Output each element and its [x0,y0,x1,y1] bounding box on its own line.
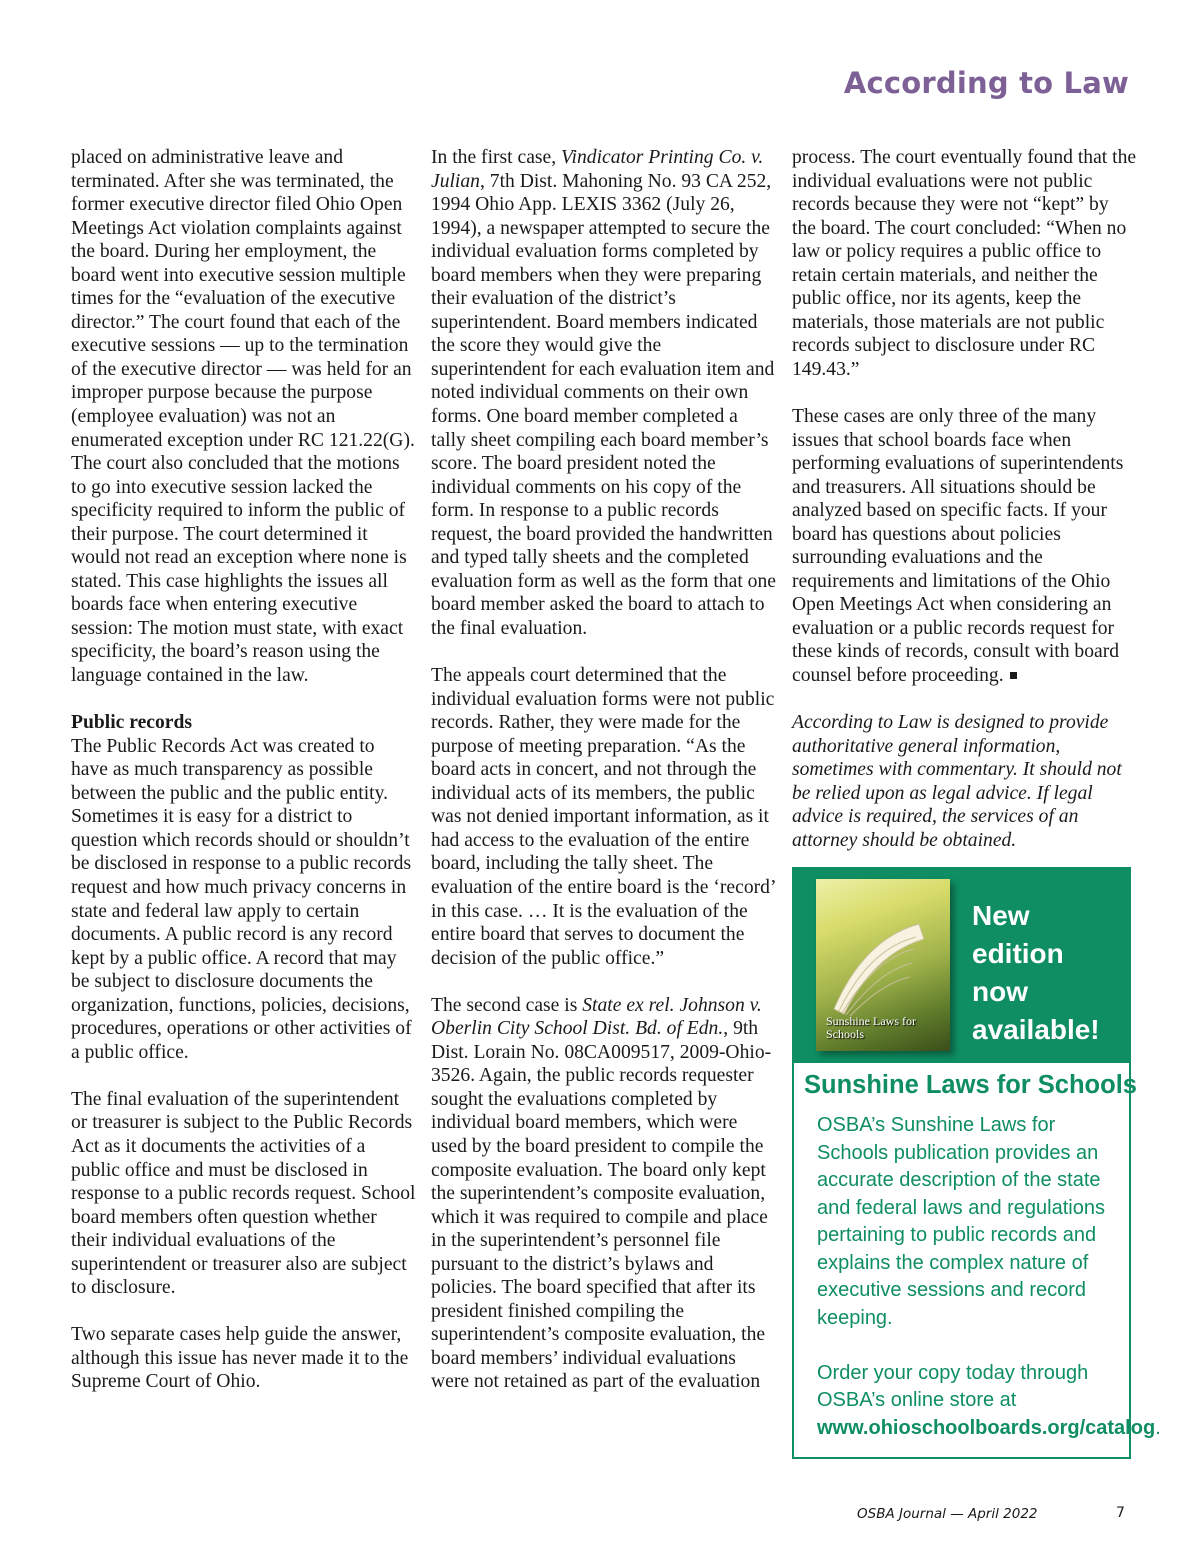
paragraph: Two separate cases help guide the answer, although this issue has never made it to the Supreme Court of Ohio. [71,1324,409,1393]
subheading-public-records: Public records [71,712,192,734]
open-book-icon [824,919,934,1019]
section-title: According to Law [843,66,1129,100]
paragraph [71,711,416,1064]
article-column-3 [792,146,1137,852]
end-of-article-icon [1010,672,1017,679]
article-column-2 [431,146,776,1394]
paragraph: process. The court eventually found that the individual evaluations were not public records because they were not “kept” by the board. The court concluded: “When no law or policy requires a public office to retain certain materials, and neither the public office, nor its agents, keep the materials, those materials are not public records subject to disclosure under RC 149.43.” [792,147,1137,380]
paragraph-text: The second case is [431,994,583,1016]
promo-headline: New edition now available! [972,900,1100,1045]
paragraph [431,994,776,1394]
promo-body [817,1112,1161,1442]
book-cover-title: Sunshine Laws for Schools [826,1014,916,1041]
promo-description: OSBA’s Sunshine Laws for Schools publication provides an accurate description of the state and federal laws and regulations pertaining to public records and explains the complex nature of executive sessions and record keeping. [817,1114,1105,1329]
paragraph-text: , 9th Dist. Lorain No. 08CA009517, 2009-Ohio-3526. Again, the public records requester sought the evaluations completed by individual board members, which were used by the board president to compile the composite evaluation. The board only kept the superintendent’s composite evaluation, which it was required to compile and place in the superintendent’s personnel file pursuant to the district’s bylaws and policies. The board specified that after its president finished compiling the superintendent’s composite evaluation, the board members’ individual evaluations were not retained as part of the evaluation [431,1018,772,1393]
paragraph-text: These cases are only three of the many issues that school boards face when performing evaluations of superintendents and treasurers. All situations should be analyzed based on specific facts. If your board has questions about policies surrounding evaluations and the requirements and limitations of the Ohio Open Meetings Act when considering an evaluation or a public records request for these kinds of records, consult with board counsel before proceeding. [792,406,1124,687]
paragraph [792,405,1137,688]
article-column-1 [71,146,416,1394]
product-name: Sunshine Laws for Schools [804,1071,1137,1099]
paragraph-text: The Public Records Act was created to have as much transparency as possible between the public and the public entity. Sometimes it is easy for a district to question which records should or shouldn’t be disclosed in response to a public records request and how much privacy concerns in state and federal law apply to certain documents. A public record is any record kept by a public office. A record that may be subject to disclosure documents the organization, functions, policies, decisions, procedures, operations or other activities of a public office. [71,735,412,1063]
catalog-link[interactable]: www.ohioschoolboards.org/catalog [817,1416,1156,1439]
paragraph-text: In the first case, [431,147,562,168]
paragraph: The appeals court determined that the individual evaluation forms were not public records. Rather, they were made for the purpose of meeting preparation. “As the board acts in concert, and not through the individual acts of its members, the public was not denied important information, as it had access to the evaluation of the entire board, including the tally sheet. The evaluation of the entire board is the ‘record’ in this case. … It is the evaluation of the entire board that serves to document the decision of the public office.” [431,665,776,969]
promo-order-text [817,1360,1161,1443]
case-citation: State ex rel. Johnson v. Oberlin City School Dist. Bd. of Edn. [431,994,762,1040]
case-citation: Vindicator Printing Co. v. Julian [431,147,764,192]
paragraph-text: , 7th Dist. Mahoning No. 93 CA 252, 1994 Ohio App. LEXIS 3362 (July 26, 1994), a newspaper attempted to secure the individual evaluation forms completed by board members when they were preparing their evaluation of the district’s superintendent. Board members indicated the score they would give the superintendent for each evaluation item and noted individual comments on their own forms. One board member completed a tally sheet compiling each board member’s score. The board president noted the individual comments on his copy of the form. In response to a public records request, the board provided the handwritten and typed tally sheets and the completed evaluation form as well as the form that one board member asked the board to attach to the final evaluation. [431,170,776,639]
order-text-suffix: . [1155,1416,1161,1439]
paragraph: placed on administrative leave and terminated. After she was terminated, the former executive director filed Ohio Open Meetings Act violation complaints against the board. During her employment, the board went into executive session multiple times for the “evaluation of the executive director.” The court found that each of the executive sessions — up to the termination of the executive director — was held for an improper purpose because the purpose (employee evaluation) was not an enumerated exception under RC 121.22(G). The court also concluded that the motions to go into executive session lacked the specificity required to inform the public of their purpose. The court determined it would not read an exception where none is stated. This case highlights the issues all boards face when entering executive session: The motion must state, with exact specificity, the board’s reason using the language contained in the law. [71,147,415,687]
paragraph: The final evaluation of the superintendent or treasurer is subject to the Public Records Act as it documents the activities of a public office and must be disclosed in response to a public records request. School board members often question whether their individual evaluations of the superintendent or treasurer also are subject to disclosure. [71,1088,416,1299]
promo-banner [794,869,1129,1063]
page-number: 7 [1116,1505,1125,1521]
disclaimer: According to Law is designed to provide authoritative general information, sometimes with commentary. It should not be relied upon as legal advice. If legal advice is required, the services of an attorney should be obtained. [792,712,1122,851]
promo-box [792,867,1161,1459]
footer-journal-title: OSBA Journal — April 2022 [857,1506,1038,1522]
paragraph [431,146,776,640]
book-cover-image [816,879,950,1051]
order-text: Order your copy today through OSBA’s online store at [817,1361,1089,1411]
